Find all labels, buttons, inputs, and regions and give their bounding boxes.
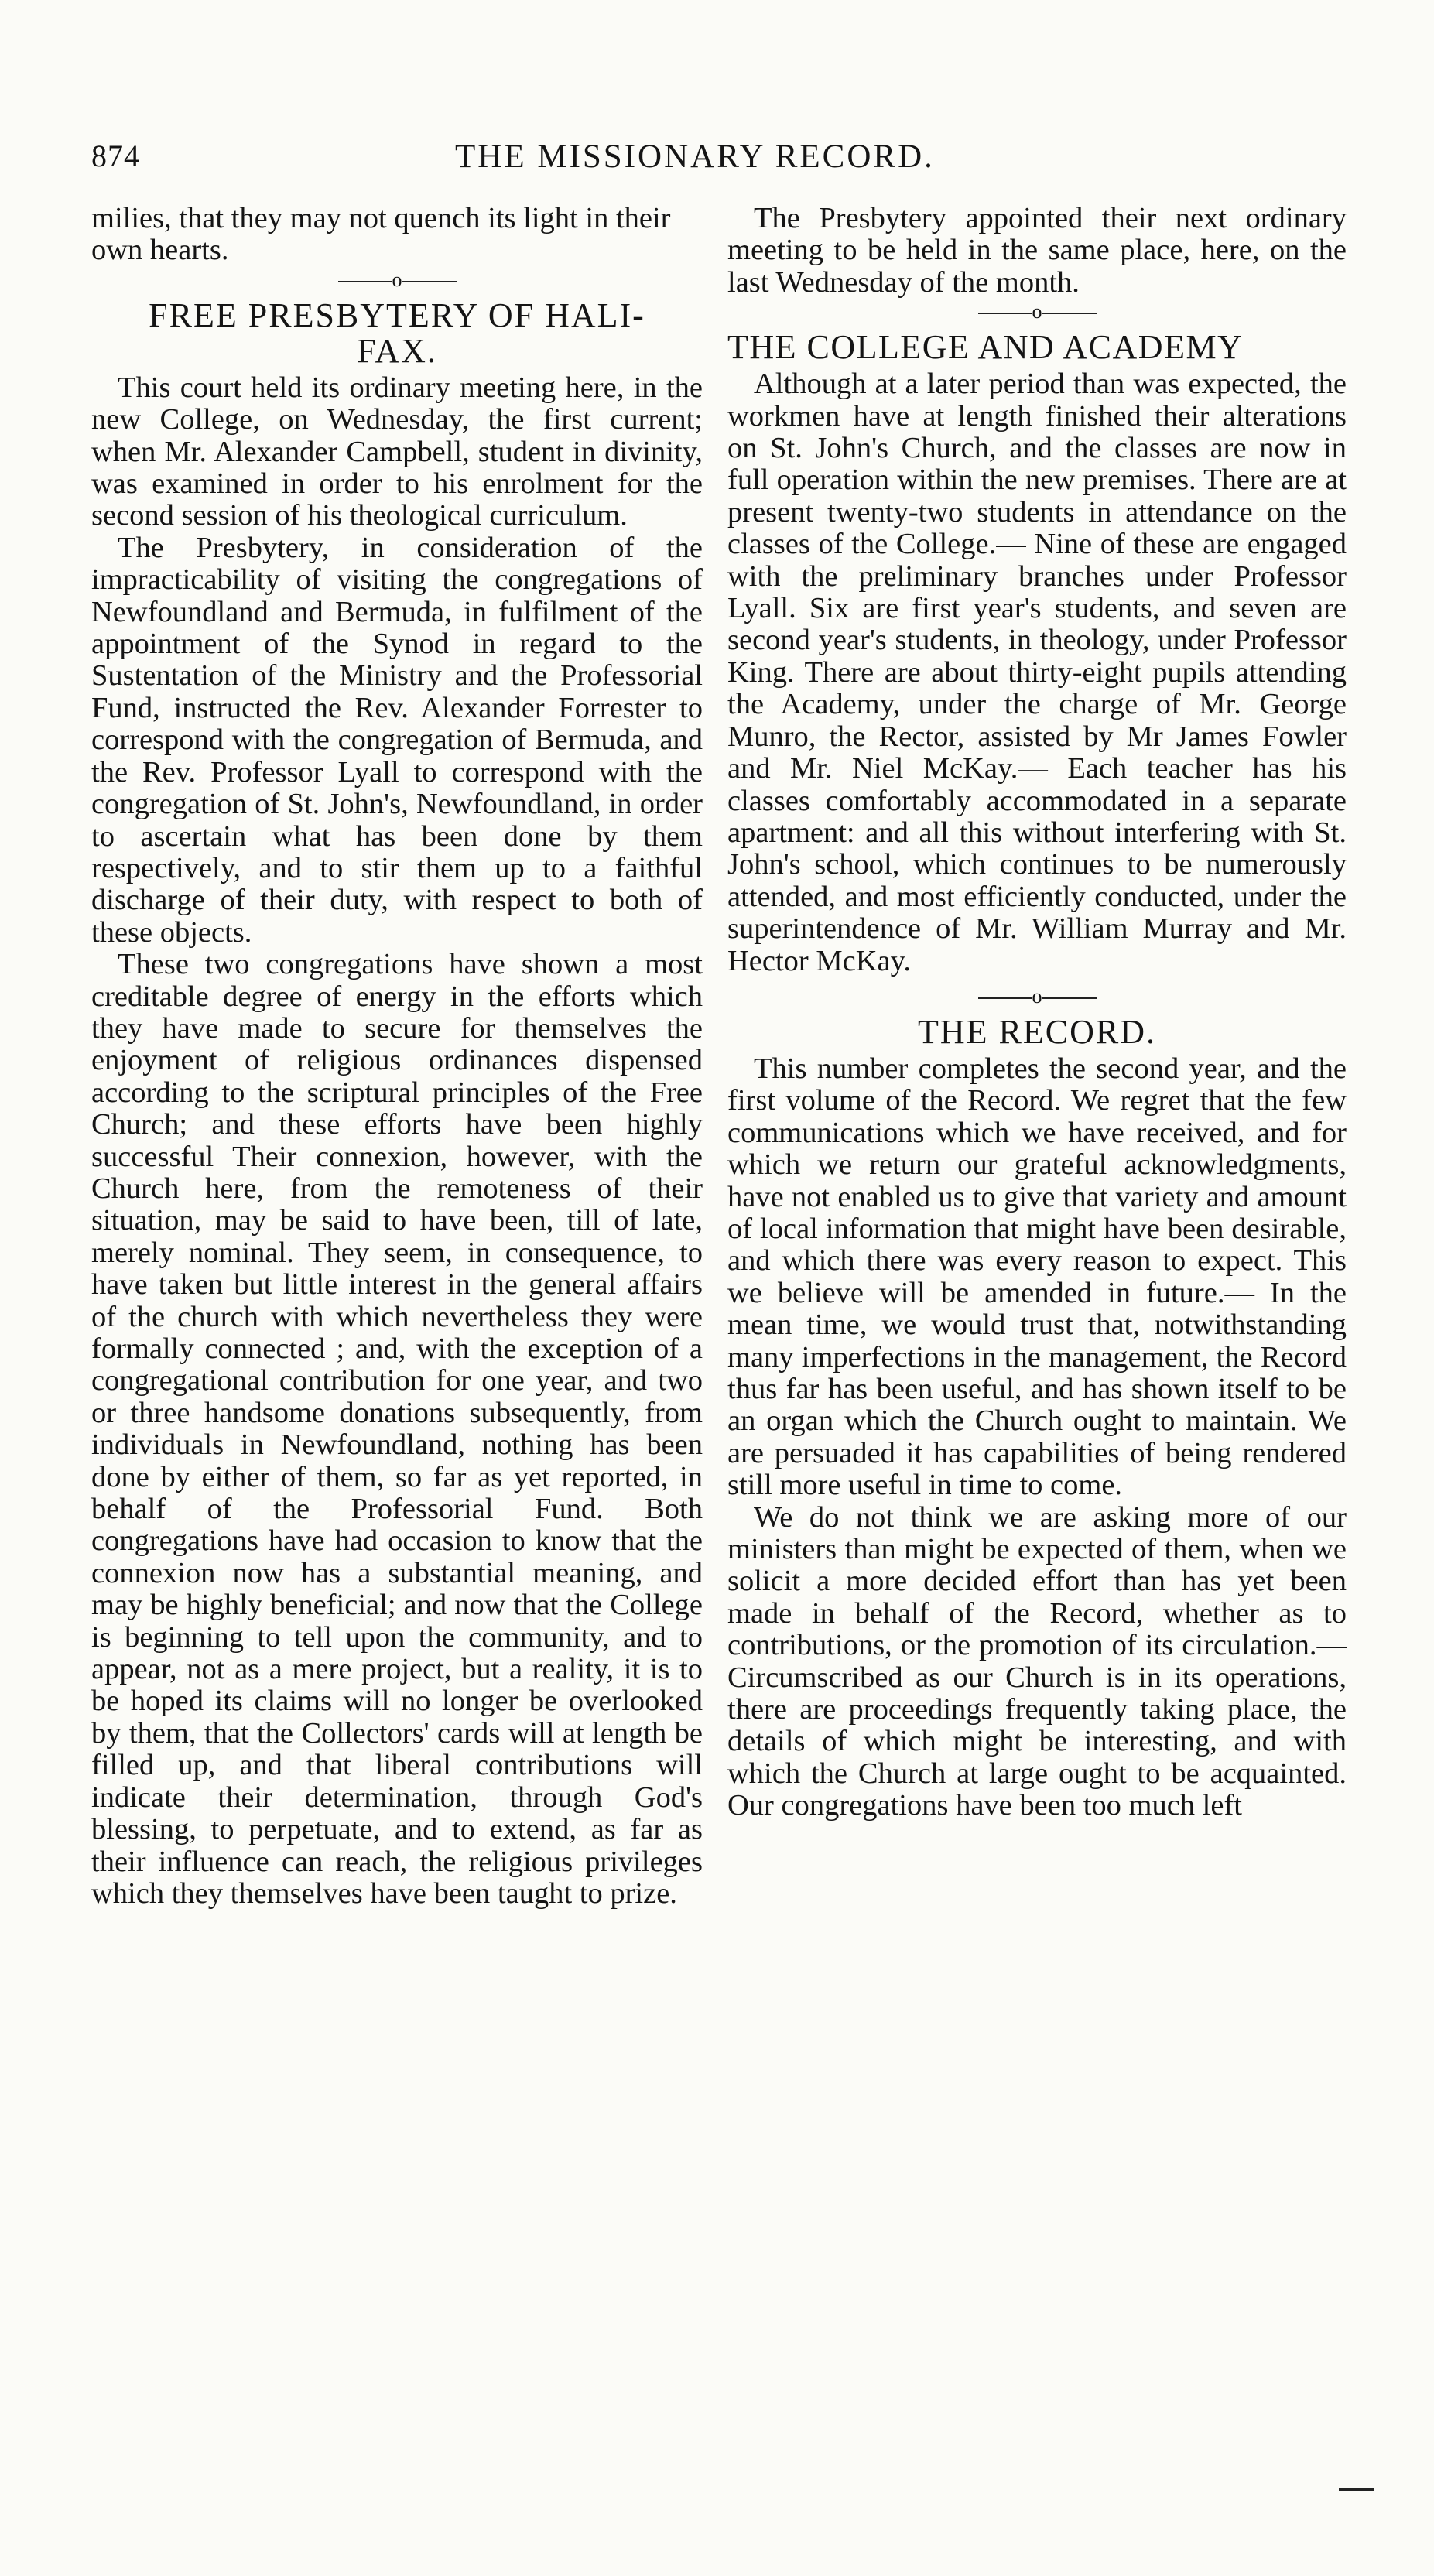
section-heading-free-presbytery bbox=[91, 298, 703, 369]
right-column bbox=[727, 203, 1347, 1822]
section-divider: o bbox=[91, 269, 703, 292]
section-divider: o bbox=[727, 300, 1347, 323]
page-header bbox=[91, 138, 1360, 184]
heading-line-2: FAX. bbox=[357, 331, 437, 370]
section-heading-college-academy: THE COLLEGE AND ACADEMY bbox=[727, 328, 1244, 367]
left-column bbox=[91, 203, 703, 1910]
section-heading-the-record: THE RECORD. bbox=[918, 1012, 1156, 1051]
paragraph: Although at a later period than was expected, the workmen have at length finished their alterations on St. John's Church, and the classes are now in full operation within the new premises. There are at present twenty-two students in attendance on the classes of the College.— Nine of these are engaged with the preliminary branches under Professor Lyall. Six are first year's students, and seven are second year's students, in theology, under Professor King. There are about thirty-eight pupils attending the Academy, under the charge of Mr. George Munro, the Rector, assisted by Mr James Fowler and Mr. Niel McKay.— Each teacher has his classes comfortably accommodated in a separate apartment: and all this without interfering with St. John's school, which continues to be numerously attended, and most efficiently conducted, under the superintendence of Mr. William Murray and Mr. Hector McKay. bbox=[727, 368, 1347, 977]
paragraph: The Presbytery appointed their next ordinary meeting to be held in the same place, here, on the last Wednesday of the month. bbox=[727, 202, 1347, 299]
running-title: THE MISSIONARY RECORD. bbox=[455, 139, 935, 175]
paragraph: The Presbytery, in consideration of the impracticability of visiting the congregations of Newfoundland and Bermuda, in fulfilment of the appointment of the Synod in regard to the Sustentation of the Ministry and the Professorial Fund, instructed the Rev. Alexander Forrester to correspond with the congregation of Bermuda, and the Rev. Professor Lyall to correspond with the congregation of St. John's, Newfoundland, in order to ascertain what has been done by them respectively, and to stir them up to a faithful discharge of their duty, with respect to both of these objects. bbox=[91, 531, 703, 949]
paragraph: This number completes the second year, and the first volume of the Record. We regret that the few communications which we have received, and for which we return our grateful acknowledgments, have not enabled us to give that variety and amount of local information that might have been desirable, and which there was every reason to expect. This we believe will be amended in future.— In the mean time, we would trust that, notwithstanding many imperfections in the management, the Record thus far has been useful, and has shown itself to be an organ which the Church ought to maintain. We are persuaded it has capabilities of being rendered still more useful in time to come. bbox=[727, 1052, 1347, 1502]
continued-paragraph: milies, that they may not quench its light in their own hearts. bbox=[91, 202, 671, 267]
paragraph: This court held its ordinary meeting here, in the new College, on Wednesday, the first current; when Mr. Alexander Campbell, student in divinity, was examined in order to his enrolment for the second session of his theological curriculum. bbox=[91, 371, 703, 532]
page-number: 874 bbox=[91, 139, 140, 173]
heading-line-1: FREE PRESBYTERY OF HALI- bbox=[149, 296, 645, 334]
section-divider: o bbox=[727, 985, 1347, 1008]
paragraph: These two congregations have shown a most creditable degree of energy in the efforts which they have made to secure for themselves the enjoyment of religious ordinances dispensed according to the scriptural principles of the Free Church; and these efforts have been highly successful Their connexion, however, with the Church here, from the remoteness of their situation, may be said to have been, till of late, merely nominal. They seem, in consequence, to have taken but little interest in the general affairs of the church with which nevertheless they were formally connected ; and, with the exception of a congregational contribution for one year, and two or three handsome donations subsequently, from individuals in Newfoundland, nothing has been done by either of them, so far as yet reported, in behalf of the Professorial Fund. Both congregations have had occasion to know that the connexion now has a substantial meaning, and may be highly beneficial; and now that the College is beginning to tell upon the community, and to appear, not as a mere project, but a reality, it is to be hoped its claims will no longer be overlooked by them, that the Collectors' cards will at length be filled up, and that liberal contributions will indicate their determination, through God's blessing, to perpetuate, and to extend, as far as their influence can reach, the religious privileges which they themselves have been taught to prize. bbox=[91, 948, 703, 1910]
printer-mark bbox=[1339, 2488, 1374, 2491]
paragraph: We do not think we are asking more of our ministers than might be expected of them, when we solicit a more decided effort than has yet been made in behalf of the Record, whether as to contributions, or the promotion of its circulation.— Circumscribed as our Church is in its operations, there are proceedings frequently taking place, the details of which might be interesting, and with which the Church at large ought to be acquainted. Our congregations have been too much left bbox=[727, 1500, 1347, 1822]
